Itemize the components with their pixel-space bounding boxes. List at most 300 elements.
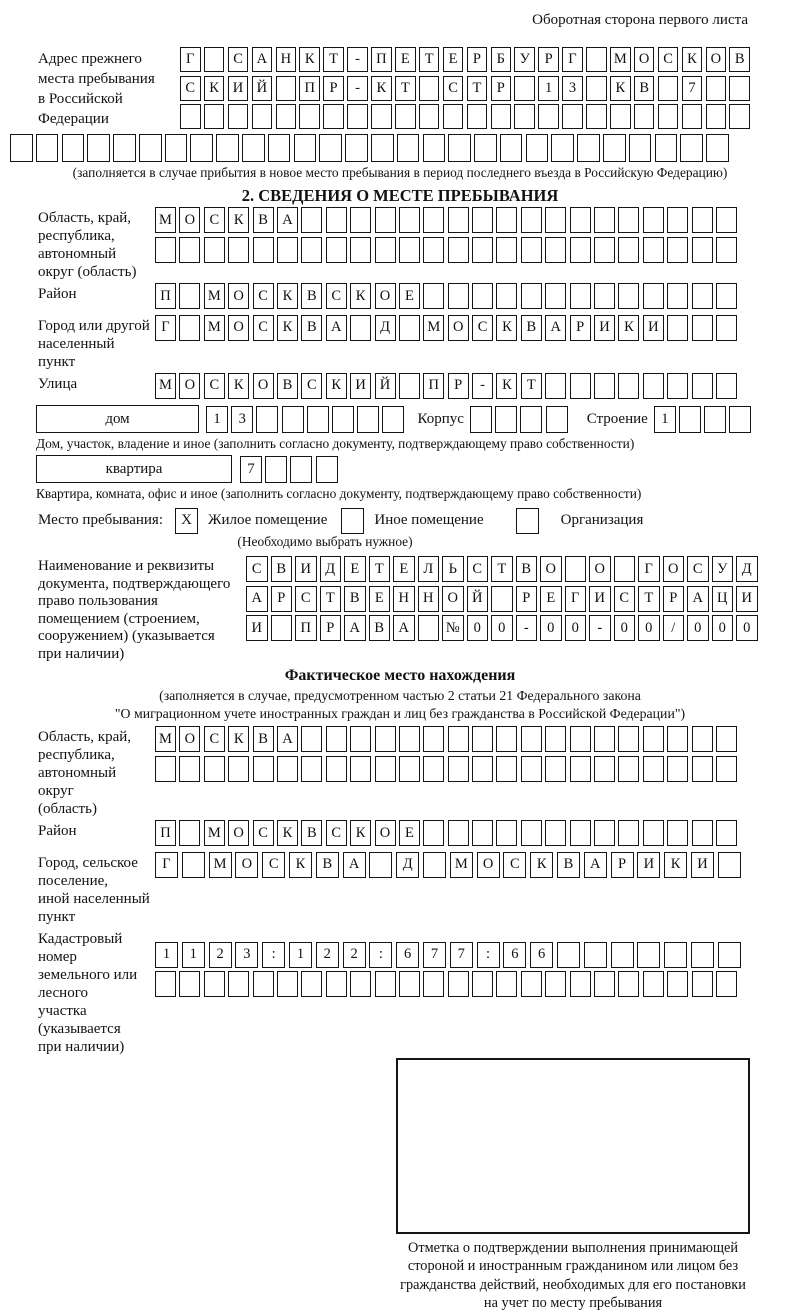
- char-cell[interactable]: С: [253, 283, 274, 309]
- char-cell[interactable]: Р: [271, 586, 293, 612]
- char-cell[interactable]: [667, 283, 688, 309]
- char-cell[interactable]: Т: [395, 76, 416, 101]
- char-cell[interactable]: О: [477, 852, 500, 878]
- char-cell[interactable]: И: [637, 852, 660, 878]
- char-cell[interactable]: К: [228, 726, 249, 752]
- char-cell[interactable]: В: [557, 852, 580, 878]
- char-cell[interactable]: С: [204, 373, 225, 399]
- char-cell[interactable]: 0: [565, 615, 587, 641]
- char-cell[interactable]: О: [228, 820, 249, 846]
- char-cell[interactable]: А: [545, 315, 566, 341]
- char-cell[interactable]: [347, 104, 368, 129]
- char-cell[interactable]: [729, 76, 750, 101]
- char-cell[interactable]: [618, 207, 639, 233]
- char-cell[interactable]: 7: [682, 76, 703, 101]
- char-cell[interactable]: М: [155, 373, 176, 399]
- char-cell[interactable]: [277, 756, 298, 782]
- char-cell[interactable]: [716, 315, 737, 341]
- char-cell[interactable]: А: [344, 615, 366, 641]
- char-cell[interactable]: [155, 237, 176, 263]
- checkbox-residential[interactable]: X: [175, 508, 198, 534]
- char-cell[interactable]: [570, 237, 591, 263]
- char-cell[interactable]: [395, 104, 416, 129]
- char-cell[interactable]: 0: [467, 615, 489, 641]
- char-cell[interactable]: [643, 726, 664, 752]
- char-cell[interactable]: [423, 971, 444, 997]
- char-cell[interactable]: И: [643, 315, 664, 341]
- char-cell[interactable]: [545, 971, 566, 997]
- char-cell[interactable]: [253, 237, 274, 263]
- char-cell[interactable]: К: [682, 47, 703, 72]
- char-cell[interactable]: Р: [538, 47, 559, 72]
- char-cell[interactable]: С: [472, 315, 493, 341]
- char-cell[interactable]: 2: [316, 942, 339, 968]
- char-cell[interactable]: [204, 756, 225, 782]
- char-cell[interactable]: Е: [344, 556, 366, 582]
- char-cell[interactable]: [618, 756, 639, 782]
- char-cell[interactable]: Б: [491, 47, 512, 72]
- char-cell[interactable]: [618, 373, 639, 399]
- char-cell[interactable]: О: [235, 852, 258, 878]
- char-cell[interactable]: [350, 726, 371, 752]
- char-cell[interactable]: А: [246, 586, 268, 612]
- char-cell[interactable]: [62, 134, 85, 162]
- char-cell[interactable]: [496, 207, 517, 233]
- char-cell[interactable]: [729, 406, 751, 433]
- char-cell[interactable]: [472, 820, 493, 846]
- char-cell[interactable]: [448, 726, 469, 752]
- char-cell[interactable]: [472, 207, 493, 233]
- char-cell[interactable]: [706, 76, 727, 101]
- char-cell[interactable]: [521, 207, 542, 233]
- char-cell[interactable]: В: [369, 615, 391, 641]
- char-cell[interactable]: [423, 820, 444, 846]
- char-cell[interactable]: [253, 756, 274, 782]
- char-cell[interactable]: -: [589, 615, 611, 641]
- char-cell[interactable]: О: [179, 207, 200, 233]
- char-cell[interactable]: [545, 283, 566, 309]
- char-cell[interactable]: [718, 852, 741, 878]
- char-cell[interactable]: К: [326, 373, 347, 399]
- char-cell[interactable]: К: [496, 315, 517, 341]
- char-cell[interactable]: [190, 134, 213, 162]
- char-cell[interactable]: [643, 283, 664, 309]
- char-cell[interactable]: [301, 726, 322, 752]
- char-cell[interactable]: У: [712, 556, 734, 582]
- char-cell[interactable]: [526, 134, 549, 162]
- char-cell[interactable]: [472, 726, 493, 752]
- apartment-type-box[interactable]: квартира: [36, 455, 232, 483]
- char-cell[interactable]: [253, 971, 274, 997]
- char-cell[interactable]: П: [423, 373, 444, 399]
- char-cell[interactable]: [629, 134, 652, 162]
- char-cell[interactable]: [301, 756, 322, 782]
- char-cell[interactable]: [299, 104, 320, 129]
- char-cell[interactable]: [419, 76, 440, 101]
- char-cell[interactable]: 0: [540, 615, 562, 641]
- char-cell[interactable]: [594, 207, 615, 233]
- char-cell[interactable]: [423, 726, 444, 752]
- char-cell[interactable]: [716, 373, 737, 399]
- char-cell[interactable]: [326, 726, 347, 752]
- char-cell[interactable]: [375, 971, 396, 997]
- char-cell[interactable]: [276, 76, 297, 101]
- char-cell[interactable]: [729, 104, 750, 129]
- char-cell[interactable]: [692, 315, 713, 341]
- char-cell[interactable]: [448, 820, 469, 846]
- char-cell[interactable]: С: [503, 852, 526, 878]
- char-cell[interactable]: В: [516, 556, 538, 582]
- char-cell[interactable]: М: [204, 820, 225, 846]
- char-cell[interactable]: 2: [343, 942, 366, 968]
- char-cell[interactable]: [658, 76, 679, 101]
- char-cell[interactable]: Д: [320, 556, 342, 582]
- char-cell[interactable]: [448, 207, 469, 233]
- char-cell[interactable]: [350, 237, 371, 263]
- char-cell[interactable]: [423, 237, 444, 263]
- char-cell[interactable]: [603, 134, 626, 162]
- char-cell[interactable]: [345, 134, 368, 162]
- char-cell[interactable]: [87, 134, 110, 162]
- char-cell[interactable]: 0: [614, 615, 636, 641]
- char-cell[interactable]: Л: [418, 556, 440, 582]
- char-cell[interactable]: П: [155, 283, 176, 309]
- char-cell[interactable]: [716, 283, 737, 309]
- char-cell[interactable]: [692, 373, 713, 399]
- char-cell[interactable]: [692, 283, 713, 309]
- char-cell[interactable]: [326, 207, 347, 233]
- char-cell[interactable]: [375, 726, 396, 752]
- char-cell[interactable]: В: [344, 586, 366, 612]
- char-cell[interactable]: [204, 971, 225, 997]
- char-cell[interactable]: К: [228, 207, 249, 233]
- char-cell[interactable]: 0: [491, 615, 513, 641]
- char-cell[interactable]: 7: [450, 942, 473, 968]
- char-cell[interactable]: [570, 283, 591, 309]
- char-cell[interactable]: Е: [369, 586, 391, 612]
- char-cell[interactable]: А: [277, 207, 298, 233]
- char-cell[interactable]: [316, 456, 338, 483]
- char-cell[interactable]: О: [663, 556, 685, 582]
- char-cell[interactable]: 0: [687, 615, 709, 641]
- char-cell[interactable]: [667, 756, 688, 782]
- char-cell[interactable]: М: [155, 207, 176, 233]
- char-cell[interactable]: [570, 820, 591, 846]
- char-cell[interactable]: [179, 315, 200, 341]
- char-cell[interactable]: [371, 134, 394, 162]
- char-cell[interactable]: Р: [663, 586, 685, 612]
- char-cell[interactable]: [418, 615, 440, 641]
- char-cell[interactable]: К: [228, 373, 249, 399]
- char-cell[interactable]: 1: [654, 406, 676, 433]
- char-cell[interactable]: [155, 756, 176, 782]
- char-cell[interactable]: И: [691, 852, 714, 878]
- char-cell[interactable]: К: [664, 852, 687, 878]
- char-cell[interactable]: Н: [393, 586, 415, 612]
- char-cell[interactable]: [545, 207, 566, 233]
- char-cell[interactable]: [545, 373, 566, 399]
- char-cell[interactable]: С: [467, 556, 489, 582]
- char-cell[interactable]: Р: [611, 852, 634, 878]
- char-cell[interactable]: [228, 971, 249, 997]
- char-cell[interactable]: [586, 47, 607, 72]
- char-cell[interactable]: А: [584, 852, 607, 878]
- char-cell[interactable]: М: [204, 283, 225, 309]
- char-cell[interactable]: [594, 373, 615, 399]
- char-cell[interactable]: [423, 756, 444, 782]
- char-cell[interactable]: [467, 104, 488, 129]
- char-cell[interactable]: [228, 104, 249, 129]
- char-cell[interactable]: [472, 283, 493, 309]
- char-cell[interactable]: [716, 726, 737, 752]
- char-cell[interactable]: Й: [252, 76, 273, 101]
- char-cell[interactable]: [382, 406, 404, 433]
- char-cell[interactable]: [139, 134, 162, 162]
- char-cell[interactable]: Й: [375, 373, 396, 399]
- char-cell[interactable]: [562, 104, 583, 129]
- char-cell[interactable]: [491, 586, 513, 612]
- char-cell[interactable]: [658, 104, 679, 129]
- char-cell[interactable]: И: [295, 556, 317, 582]
- char-cell[interactable]: С: [228, 47, 249, 72]
- char-cell[interactable]: [586, 76, 607, 101]
- char-cell[interactable]: [716, 756, 737, 782]
- char-cell[interactable]: [618, 283, 639, 309]
- char-cell[interactable]: И: [350, 373, 371, 399]
- char-cell[interactable]: Е: [399, 820, 420, 846]
- char-cell[interactable]: [570, 726, 591, 752]
- char-cell[interactable]: 1: [289, 942, 312, 968]
- char-cell[interactable]: А: [687, 586, 709, 612]
- char-cell[interactable]: А: [326, 315, 347, 341]
- char-cell[interactable]: [545, 756, 566, 782]
- char-cell[interactable]: К: [496, 373, 517, 399]
- char-cell[interactable]: 1: [206, 406, 228, 433]
- char-cell[interactable]: [611, 942, 634, 968]
- char-cell[interactable]: С: [204, 726, 225, 752]
- char-cell[interactable]: О: [253, 373, 274, 399]
- char-cell[interactable]: М: [610, 47, 631, 72]
- char-cell[interactable]: [496, 820, 517, 846]
- char-cell[interactable]: [423, 207, 444, 233]
- char-cell[interactable]: С: [301, 373, 322, 399]
- char-cell[interactable]: [692, 971, 713, 997]
- char-cell[interactable]: [514, 76, 535, 101]
- char-cell[interactable]: С: [658, 47, 679, 72]
- char-cell[interactable]: С: [687, 556, 709, 582]
- char-cell[interactable]: 3: [231, 406, 253, 433]
- char-cell[interactable]: А: [393, 615, 415, 641]
- char-cell[interactable]: [179, 971, 200, 997]
- char-cell[interactable]: В: [301, 820, 322, 846]
- char-cell[interactable]: [326, 237, 347, 263]
- char-cell[interactable]: В: [316, 852, 339, 878]
- char-cell[interactable]: А: [277, 726, 298, 752]
- char-cell[interactable]: [704, 406, 726, 433]
- house-type-box[interactable]: дом: [36, 405, 199, 433]
- char-cell[interactable]: С: [253, 820, 274, 846]
- char-cell[interactable]: [256, 406, 278, 433]
- char-cell[interactable]: [350, 207, 371, 233]
- char-cell[interactable]: У: [514, 47, 535, 72]
- char-cell[interactable]: [242, 134, 265, 162]
- char-cell[interactable]: 6: [503, 942, 526, 968]
- char-cell[interactable]: -: [472, 373, 493, 399]
- char-cell[interactable]: [667, 971, 688, 997]
- char-cell[interactable]: Г: [565, 586, 587, 612]
- char-cell[interactable]: 7: [240, 456, 262, 483]
- char-cell[interactable]: [643, 971, 664, 997]
- char-cell[interactable]: [680, 134, 703, 162]
- char-cell[interactable]: [375, 207, 396, 233]
- char-cell[interactable]: [521, 283, 542, 309]
- char-cell[interactable]: [692, 756, 713, 782]
- char-cell[interactable]: [545, 726, 566, 752]
- char-cell[interactable]: М: [155, 726, 176, 752]
- char-cell[interactable]: [252, 104, 273, 129]
- char-cell[interactable]: [692, 207, 713, 233]
- char-cell[interactable]: [692, 820, 713, 846]
- char-cell[interactable]: [577, 134, 600, 162]
- char-cell[interactable]: [472, 971, 493, 997]
- char-cell[interactable]: И: [736, 586, 758, 612]
- char-cell[interactable]: К: [204, 76, 225, 101]
- char-cell[interactable]: [113, 134, 136, 162]
- char-cell[interactable]: [618, 237, 639, 263]
- char-cell[interactable]: О: [375, 283, 396, 309]
- char-cell[interactable]: С: [326, 283, 347, 309]
- char-cell[interactable]: 1: [538, 76, 559, 101]
- char-cell[interactable]: 6: [530, 942, 553, 968]
- char-cell[interactable]: [667, 373, 688, 399]
- char-cell[interactable]: 3: [562, 76, 583, 101]
- char-cell[interactable]: Р: [448, 373, 469, 399]
- char-cell[interactable]: Р: [570, 315, 591, 341]
- char-cell[interactable]: [399, 373, 420, 399]
- char-cell[interactable]: Т: [320, 586, 342, 612]
- char-cell[interactable]: [399, 315, 420, 341]
- char-cell[interactable]: [634, 104, 655, 129]
- char-cell[interactable]: Г: [180, 47, 201, 72]
- char-cell[interactable]: [570, 373, 591, 399]
- char-cell[interactable]: О: [228, 283, 249, 309]
- char-cell[interactable]: О: [706, 47, 727, 72]
- char-cell[interactable]: К: [610, 76, 631, 101]
- char-cell[interactable]: С: [180, 76, 201, 101]
- char-cell[interactable]: Г: [155, 315, 176, 341]
- char-cell[interactable]: [496, 971, 517, 997]
- char-cell[interactable]: [664, 942, 687, 968]
- char-cell[interactable]: [496, 283, 517, 309]
- char-cell[interactable]: Е: [443, 47, 464, 72]
- char-cell[interactable]: [667, 820, 688, 846]
- char-cell[interactable]: [667, 315, 688, 341]
- char-cell[interactable]: Т: [638, 586, 660, 612]
- char-cell[interactable]: №: [442, 615, 464, 641]
- char-cell[interactable]: О: [375, 820, 396, 846]
- char-cell[interactable]: 1: [155, 942, 178, 968]
- char-cell[interactable]: О: [448, 315, 469, 341]
- char-cell[interactable]: [179, 283, 200, 309]
- char-cell[interactable]: Ц: [712, 586, 734, 612]
- char-cell[interactable]: С: [253, 315, 274, 341]
- char-cell[interactable]: [500, 134, 523, 162]
- char-cell[interactable]: [706, 104, 727, 129]
- char-cell[interactable]: В: [521, 315, 542, 341]
- char-cell[interactable]: [350, 756, 371, 782]
- char-cell[interactable]: [594, 283, 615, 309]
- char-cell[interactable]: [180, 104, 201, 129]
- char-cell[interactable]: [448, 756, 469, 782]
- char-cell[interactable]: Е: [399, 283, 420, 309]
- char-cell[interactable]: [614, 556, 636, 582]
- char-cell[interactable]: М: [209, 852, 232, 878]
- char-cell[interactable]: [350, 315, 371, 341]
- char-cell[interactable]: 0: [638, 615, 660, 641]
- char-cell[interactable]: С: [614, 586, 636, 612]
- char-cell[interactable]: 6: [396, 942, 419, 968]
- char-cell[interactable]: [472, 756, 493, 782]
- char-cell[interactable]: 7: [423, 942, 446, 968]
- char-cell[interactable]: Г: [155, 852, 178, 878]
- char-cell[interactable]: Ь: [442, 556, 464, 582]
- char-cell[interactable]: [594, 756, 615, 782]
- char-cell[interactable]: Г: [638, 556, 660, 582]
- char-cell[interactable]: [265, 456, 287, 483]
- char-cell[interactable]: [276, 104, 297, 129]
- char-cell[interactable]: [667, 237, 688, 263]
- char-cell[interactable]: -: [347, 76, 368, 101]
- char-cell[interactable]: К: [350, 283, 371, 309]
- char-cell[interactable]: [691, 942, 714, 968]
- char-cell[interactable]: В: [301, 315, 322, 341]
- char-cell[interactable]: В: [277, 373, 298, 399]
- char-cell[interactable]: Р: [320, 615, 342, 641]
- char-cell[interactable]: [643, 207, 664, 233]
- char-cell[interactable]: [496, 237, 517, 263]
- char-cell[interactable]: [545, 237, 566, 263]
- char-cell[interactable]: [323, 104, 344, 129]
- char-cell[interactable]: [546, 406, 568, 433]
- char-cell[interactable]: [643, 237, 664, 263]
- char-cell[interactable]: [521, 971, 542, 997]
- char-cell[interactable]: И: [246, 615, 268, 641]
- char-cell[interactable]: И: [589, 586, 611, 612]
- char-cell[interactable]: [228, 237, 249, 263]
- char-cell[interactable]: [228, 756, 249, 782]
- char-cell[interactable]: [618, 820, 639, 846]
- char-cell[interactable]: В: [253, 726, 274, 752]
- char-cell[interactable]: [618, 726, 639, 752]
- char-cell[interactable]: [448, 134, 471, 162]
- char-cell[interactable]: [294, 134, 317, 162]
- char-cell[interactable]: [165, 134, 188, 162]
- char-cell[interactable]: [282, 406, 304, 433]
- char-cell[interactable]: Н: [418, 586, 440, 612]
- char-cell[interactable]: [448, 283, 469, 309]
- char-cell[interactable]: [594, 726, 615, 752]
- char-cell[interactable]: М: [450, 852, 473, 878]
- checkbox-organization[interactable]: [516, 508, 539, 534]
- char-cell[interactable]: [399, 237, 420, 263]
- char-cell[interactable]: В: [271, 556, 293, 582]
- char-cell[interactable]: Т: [323, 47, 344, 72]
- char-cell[interactable]: [399, 726, 420, 752]
- char-cell[interactable]: О: [634, 47, 655, 72]
- char-cell[interactable]: [470, 406, 492, 433]
- char-cell[interactable]: [682, 104, 703, 129]
- char-cell[interactable]: [319, 134, 342, 162]
